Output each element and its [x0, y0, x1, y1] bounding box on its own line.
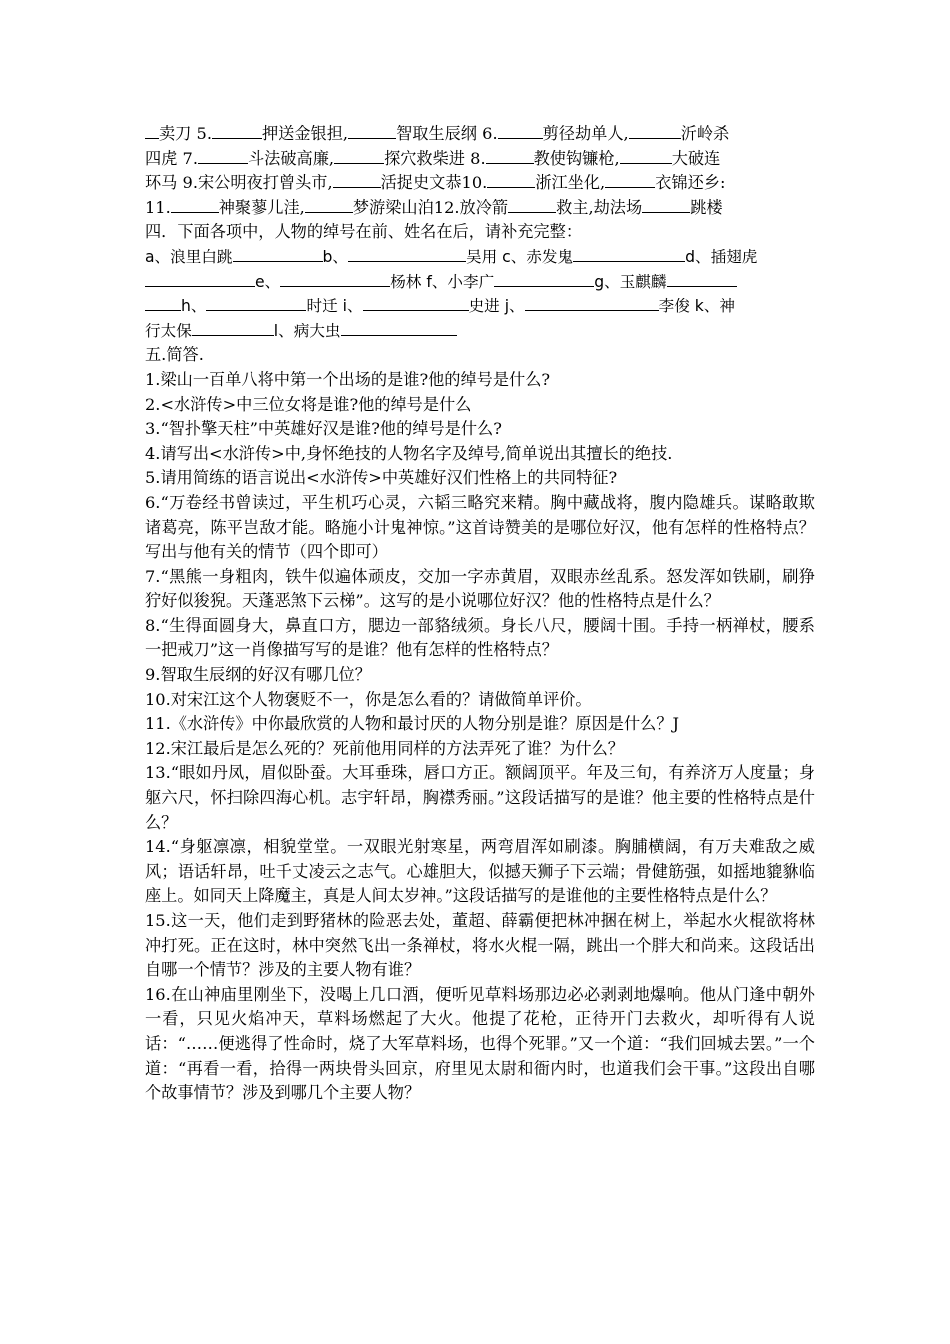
nickname-text: b、: [322, 247, 349, 266]
blank: [667, 270, 737, 287]
blank: [145, 294, 181, 311]
blank: [573, 245, 685, 262]
fill-text: 跳楼: [690, 197, 723, 217]
fill-text: 押送金银担,: [261, 124, 349, 143]
nickname-text: l、病大虫: [273, 321, 341, 340]
blank: [192, 319, 274, 336]
blank: [280, 270, 390, 287]
nickname-text: e、: [255, 272, 281, 291]
blank: [348, 122, 396, 139]
fill-line-4: [145, 196, 815, 221]
section4-heading: 四．下面各项中，人物的绰号在前、姓名在后，请补充完整：: [145, 222, 583, 242]
question-12: 12.宋江最后是怎么死的？死前他用同样的方法弄死了谁？为什么？: [145, 738, 624, 758]
blank: [341, 319, 457, 336]
blank: [145, 122, 159, 139]
fill-text: 梦游梁山泊12.放冷箭: [352, 197, 509, 217]
nickname-text: d、插翅虎: [685, 247, 758, 266]
nickname-line-2: [145, 270, 815, 295]
blank: [620, 147, 672, 164]
fill-text: 剪径劫单人,: [542, 124, 629, 143]
nickname-text: h、: [181, 297, 207, 316]
fill-text: 教使钩镰枪,: [533, 148, 620, 168]
blank: [171, 196, 219, 213]
blank: [348, 245, 466, 262]
blank: [508, 196, 556, 213]
question-4: 4.请写出<水浒传>中,身怀绝技的人物名字及绰号,简单说出其擅长的绝技.: [145, 443, 673, 463]
blank: [605, 171, 655, 188]
question-5: 5.请用简练的语言说出<水浒传>中英雄好汉们性格上的共同特征?: [145, 468, 618, 488]
fill-text: 浙江坐化,: [535, 173, 606, 193]
fill-text: 救主,劫法场: [556, 197, 643, 217]
fill-text: 活捉史文恭10.: [380, 173, 488, 193]
nickname-line-4: [145, 319, 815, 344]
question-10: 10.对宋江这个人物褒贬不一，你是怎么看的？请做简单评价。: [145, 689, 592, 709]
nickname-text: 史进 j、: [468, 297, 525, 316]
question-3: 3.“智扑擎天柱”中英雄好汉是谁?他的绰号是什么?: [145, 419, 502, 439]
nickname-text: 时迁 i、: [306, 297, 363, 316]
question-13: 13.“眼如丹凤，眉似卧蚕。大耳垂珠，唇口方正。额阔顶平。年及三旬，有养济万人度量；身躯六尺，怀扫除四海心机。志宇轩昂，胸襟秀丽。”这段话描写的是谁？他主要的性格特点是什么？: [145, 763, 815, 832]
nickname-line-1: [145, 245, 815, 270]
question-14: 14.“身躯凛凛，相貌堂堂。一双眼光射寒星，两弯眉浑如刷漆。胸脯横阔，有万夫难敌之威风；语话轩昂，吐千丈凌云之志气。心雄胆大，似撼天狮子下云端；骨健筋强，如摇地貔貅临座上。如同天上降魔主，真是人间太岁神。”这段话描写的是谁他的主要性格特点是什么？: [145, 837, 815, 906]
question-7: 7.“黑熊一身粗肉，铁牛似遍体顽皮，交加一字赤黄眉，双眼赤丝乱系。怒发浑如铁刷，刷狰狞好似狻猊。天蓬恶煞下云梯”。这写的是小说哪位好汉？他的性格特点是什么？: [145, 566, 815, 611]
blank: [333, 171, 381, 188]
question-6: 6.“万卷经书曾读过，平生机巧心灵，六韬三略究来精。胸中藏战将，腹内隐雄兵。谋略敢欺诸葛亮，陈平岂敌才能。略施小计鬼神惊。”这首诗赞美的是哪位好汉，他有怎样的性格特点？写出与他有关的情节（四个即可）: [145, 492, 815, 562]
question-2: 2.<水浒传>中三位女将是谁?他的绰号是什么: [145, 394, 472, 414]
blank: [233, 245, 323, 262]
question-11: 11.《水浒传》中你最欣赏的人物和最讨厌的人物分别是谁？原因是什么？J: [145, 714, 680, 734]
fill-text: 卖刀 5.: [159, 124, 212, 143]
fill-text: 斗法破高廉,: [247, 148, 335, 168]
blank: [525, 294, 659, 311]
fill-line-2: [145, 147, 815, 172]
blank: [494, 270, 594, 287]
nickname-text: g、玉麒麟: [594, 272, 667, 291]
nickname-text: a、浪里白跳: [145, 247, 233, 266]
fill-text: 环马 9.宋公明夜打曾头市,: [145, 173, 333, 193]
blank: [305, 196, 353, 213]
blank: [629, 122, 681, 139]
blank: [206, 294, 306, 311]
question-9: 9.智取生辰纲的好汉有哪几位？: [145, 665, 371, 685]
fill-line-3: [145, 171, 815, 196]
nickname-text: 吴用 c、赤发鬼: [466, 247, 574, 266]
fill-text: 四虎 7.: [145, 148, 198, 168]
blank: [145, 270, 255, 287]
question-16: 16.在山神庙里刚坐下，没喝上几口酒，便听见草料场那边必必剥剥地爆响。他从门逢中朝外一看，只见火焰冲天，草料场燃起了大火。他提了花枪，正待开门去救火，却听得有人说话：“……便逃得了性命时，烧了大军草料场，也得个死罪。”又一个道：“我们回城去罢。”一个道：“再看一看，拾得一两块骨头回京，府里见太尉和衙内时，也道我们会干事。”这段出自哪个故事情节？涉及到哪几个主要人物？: [145, 984, 815, 1103]
fill-line-1: [145, 122, 815, 147]
blank: [212, 122, 262, 139]
blank: [498, 122, 543, 139]
fill-text: 智取生辰纲 6.: [396, 124, 498, 143]
blank: [642, 196, 690, 213]
fill-text: 衣锦还乡:: [655, 173, 726, 193]
worksheet-page: [145, 122, 815, 1106]
fill-text: 大破连: [671, 148, 721, 168]
blank: [198, 147, 248, 164]
question-1: 1.梁山一百单八将中第一个出场的是谁?他的绰号是什么?: [145, 369, 551, 389]
question-8: 8.“生得面圆身大，鼻直口方，腮边一部貉绒须。身长八尺，腰阔十围。手持一柄禅杖，腰系一把戒刀”这一肖像描写写的是谁？他有怎样的性格特点？: [145, 615, 815, 660]
blank: [363, 294, 469, 311]
question-15: 15.这一天，他们走到野猪林的险恶去处，董超、薛霸便把林冲捆在树上，举起水火棍欲将林冲打死。正在这时，林中突然飞出一条禅杖，将水火棍一隔，跳出一个胖大和尚来。这段话出自哪一个情节？涉及的主要人物有谁？: [145, 911, 815, 980]
fill-text: 神聚蓼儿洼,: [218, 197, 305, 217]
section5-heading: 五.简答.: [145, 345, 204, 365]
blank: [334, 147, 384, 164]
nickname-text: 行太保: [145, 321, 192, 340]
fill-text: 沂岭杀: [680, 124, 730, 143]
nickname-line-3: [145, 294, 815, 319]
nickname-text: 李俊 k、神: [658, 297, 736, 316]
fill-text: 11.: [145, 197, 171, 217]
blank: [486, 147, 534, 164]
blank: [487, 171, 535, 188]
fill-text: 探穴救柴进 8.: [384, 148, 486, 168]
nickname-text: 杨林 f、小李广: [390, 272, 495, 291]
